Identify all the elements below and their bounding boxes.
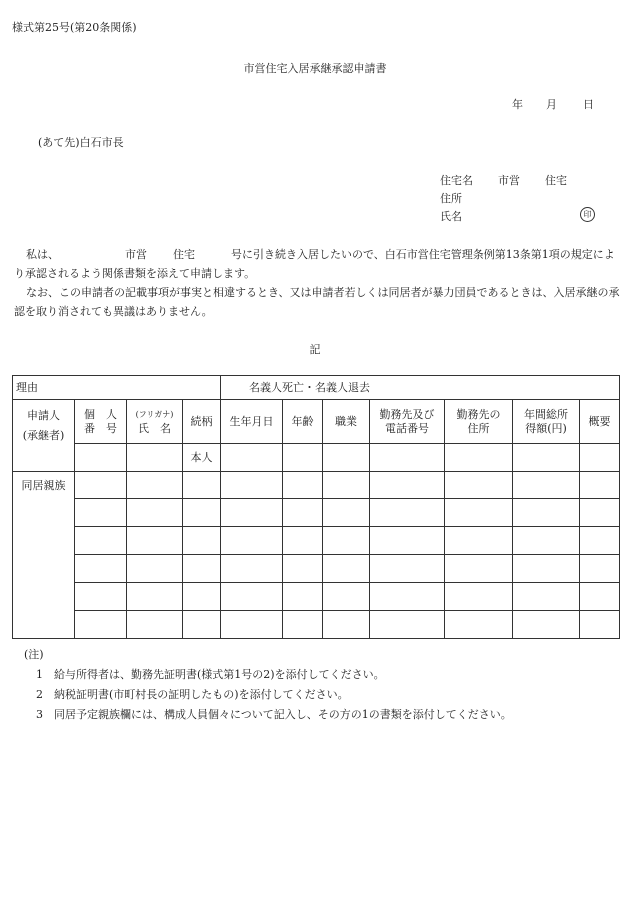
relation-col: 続柄 — [183, 400, 221, 444]
work-addr-1: 勤務先の — [456, 407, 501, 421]
note-item — [24, 705, 512, 725]
form-number: 様式第25号(第20条関係) — [12, 21, 137, 34]
addressee: (あて先)白石市長 — [38, 136, 124, 149]
applicant-row — [13, 444, 620, 472]
birth-col: 生年月日 — [221, 400, 283, 444]
note-num: 1 — [36, 668, 43, 681]
name-label: 氏名 — [440, 210, 462, 223]
ki-heading: 記 — [309, 343, 321, 356]
work-addr-2: 住所 — [467, 421, 490, 435]
body-p2: なお、この申請者の記載事項が事実と相違するとき、又は申請者若しくは同居者が暴力団員であるときは、入居承継の承認を取り消されても異議はありません。 — [14, 286, 620, 318]
income-2: 得額(円) — [525, 421, 567, 435]
notes — [24, 645, 512, 725]
declaration-text — [14, 245, 620, 321]
date-month: 月 — [546, 98, 557, 111]
family-row — [13, 472, 620, 499]
application-table — [12, 375, 620, 639]
family-row — [13, 583, 620, 611]
date-year: 年 — [512, 98, 523, 111]
applicant-sub: (承継者) — [22, 429, 65, 442]
header-row — [13, 400, 620, 444]
personal-number-1: 個 人 — [84, 407, 117, 421]
job-col: 職業 — [323, 400, 370, 444]
personal-number-2: 番 号 — [84, 421, 117, 435]
housing-name-label: 住宅名 — [440, 174, 473, 187]
note-text: 同居予定親族欄には、構成人員個々について記入し、その方の1の書類を添付してください。 — [54, 708, 512, 721]
family-row — [13, 611, 620, 639]
reason-row — [13, 376, 620, 400]
family-row — [13, 499, 620, 527]
body-p1-b: 号に引き続き入居したいので、白石市営住宅管理条例第13条第1項の規定により承認されるよう関係書類を添えて申請します。 — [14, 248, 615, 280]
reason-value: 名義人死亡・名義人退去 — [221, 376, 620, 400]
seal-mark: 印 — [580, 207, 595, 222]
note-num: 2 — [36, 688, 43, 701]
summary-col: 概要 — [580, 400, 620, 444]
family-label: 同居親族 — [13, 472, 75, 639]
notes-heading: (注) — [24, 648, 44, 661]
body-p1-city: 市営 — [125, 248, 147, 261]
reason-label: 理由 — [13, 376, 221, 400]
housing-suffix: 住宅 — [545, 174, 567, 187]
family-row — [13, 555, 620, 583]
note-text: 納税証明書(市町村長の証明したもの)を添付してください。 — [54, 688, 349, 701]
furigana-label: (フリガナ) — [135, 410, 174, 419]
work-phone-1: 勤務先及び — [379, 407, 435, 421]
age-col: 年齢 — [283, 400, 323, 444]
address-label: 住所 — [440, 192, 462, 205]
note-num: 3 — [36, 708, 43, 721]
note-item — [24, 685, 512, 705]
note-text: 給与所得者は、勤務先証明書(様式第1号の2)を添付してください。 — [54, 668, 385, 681]
work-phone-2: 電話番号 — [385, 421, 429, 435]
date-day: 日 — [583, 98, 594, 111]
body-p1-house: 住宅 — [173, 248, 195, 261]
applicant-label: 申請人 — [27, 409, 60, 422]
name-col: 氏 名 — [138, 422, 171, 435]
family-row — [13, 527, 620, 555]
body-p1-a: 私は、 — [26, 248, 59, 261]
self-cell: 本人 — [183, 444, 221, 472]
income-1: 年間総所 — [524, 407, 568, 421]
document-title: 市営住宅入居承継承認申請書 — [243, 62, 387, 75]
housing-city: 市営 — [498, 174, 520, 187]
note-item — [24, 665, 512, 685]
